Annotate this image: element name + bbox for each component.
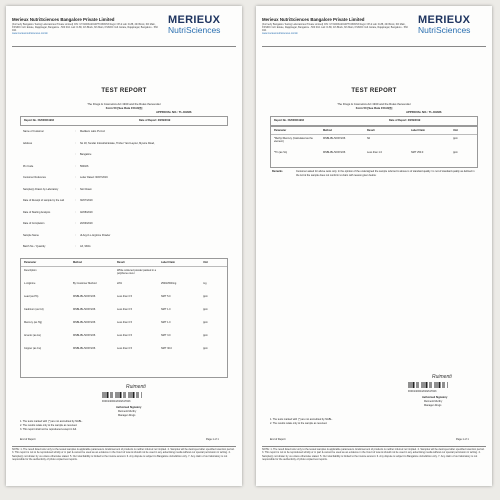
table-cell-param: *Tin (as Sn) bbox=[274, 151, 288, 154]
table-header-cell: Method bbox=[73, 261, 82, 264]
note-2: 2. The results relate only to the sample as received. bbox=[270, 422, 328, 425]
end-of-report: End of Report bbox=[20, 438, 36, 441]
table-cell-result: Less than 1.0 bbox=[367, 151, 383, 154]
header-rule bbox=[12, 46, 236, 47]
table-cell-param: Copper (as Cu) bbox=[24, 347, 42, 350]
table-cell-unit: ppm bbox=[203, 321, 208, 324]
table-cell-result: White coloured powder packed in a polythene cover bbox=[117, 269, 157, 275]
field-value: No 18, Sundar Industrial Estate, Timber Yard Layout, Mysore Road, bbox=[80, 141, 155, 145]
field-colon: : bbox=[75, 130, 76, 133]
field-label: Batch No. / Quantity bbox=[23, 245, 46, 248]
doc-code: F0001/2001/2019/117023 bbox=[408, 390, 437, 393]
logo-word: MERIEUX bbox=[418, 14, 471, 26]
note-2: 2. The results relate only to the sample as received. bbox=[20, 424, 78, 427]
table-cell-result: Less than 0.5 bbox=[117, 321, 133, 324]
field-value: 02/08/2019 bbox=[80, 210, 93, 214]
test-report-page-left bbox=[6, 6, 242, 486]
company-address-text: (Formerly Bangalore Testing Laboratories Private Limited) CIN: U73100KA2014PTC083153 Regd. Off & Lab: D-88, 4th Block, 6th Main, KSSIDC Indl. Estate, Rajajinagar, Bangalore - 560 044. Lab: D-89, 4th Block, 6th Main, KSSIDC Indl. Estate, Rajajinagar, Bangalore - 560 044. bbox=[262, 23, 408, 32]
report-date: Date of Report: 20/09/2019 bbox=[139, 119, 171, 122]
table-header-cell: Parameter bbox=[274, 129, 287, 132]
field-colon: : bbox=[75, 210, 76, 214]
header-rule bbox=[262, 46, 486, 47]
merieux-logo bbox=[168, 15, 238, 39]
doc-barcode bbox=[102, 392, 142, 398]
signer-role: Manager-Drugs bbox=[118, 414, 136, 417]
table-cell-result: Less than 0.5 bbox=[117, 347, 133, 350]
table-cell-unit: mg bbox=[203, 282, 207, 285]
field-colon: : bbox=[75, 233, 76, 237]
table-cell-claim: NMT 250.0 bbox=[411, 151, 424, 154]
field-value: A3, 930G bbox=[80, 245, 91, 248]
footer-note: NOTE: 1. The result listed refer only to the tested samples & applicable parameters. Endorsement of products is neither inferred nor implied. 2. Samples will be destroyed after specified retention period. 3. This report is not to be reproduced wholly or in part & cannot be used as an evidence in the Court of Law & should not be used in any advertising media without our special permission in writing. 4. Sample(s) not drawn by us unless otherwise stated. 5. Our total liability is limited to the invoice amount. 6. Any dispute is subject to Bangalore Jurisdiction only. 7. Any claim of our laboratory is not responsible for the authenticity of photo copied test reports. bbox=[262, 448, 485, 462]
footer-rule bbox=[262, 446, 486, 447]
table-cell-method: MNBL/BL/SOP/4/26 bbox=[73, 347, 96, 350]
page-number: Page 1 of 1 bbox=[456, 438, 469, 441]
table-cell-result: Less than 0.5 bbox=[117, 308, 133, 311]
field-colon: : bbox=[75, 141, 76, 145]
field-label: Name of Customer bbox=[23, 130, 44, 133]
act-line-2: Form 50 [See Rule 150-D(f)] bbox=[105, 106, 143, 110]
report-no: Report No.: B2000031902 bbox=[274, 119, 305, 122]
field-label: Address bbox=[23, 141, 33, 145]
results-table bbox=[270, 126, 478, 168]
table-cell-method: MNBL/BL/SOP/4/26 bbox=[73, 308, 96, 311]
field-label: Date of Receipt of sample by the Lab bbox=[23, 199, 65, 202]
table-cell-result: Less than 0.5 bbox=[117, 295, 133, 298]
logo-sub: NutriSciences bbox=[168, 25, 221, 35]
field-label: Customer Reference bbox=[23, 176, 47, 179]
company-address bbox=[262, 23, 412, 35]
table-cell-result: Nil bbox=[367, 137, 370, 140]
report-title: TEST REPORT bbox=[101, 88, 147, 94]
signer-role: Manager-Drugs bbox=[424, 404, 442, 407]
field-label: Date of Completion bbox=[23, 222, 45, 225]
table-cell-method: MNBL/BL/SOP/4/26 bbox=[323, 151, 346, 154]
table-header-cell: Parameter bbox=[24, 261, 37, 264]
company-address-text: (Formerly Bangalore Testing Laboratories Private Limited) CIN: U73100KA2014PTC083153 Regd. Off & Lab: D-88, 4th Block, 6th Main, KSSIDC Indl. Estate, Rajajinagar, Bangalore - 560 044. Lab: D-89, 4th Block, 6th Main, KSSIDC Indl. Estate, Rajajinagar, Bangalore - 560 044. bbox=[12, 23, 158, 32]
table-cell-unit: ppm bbox=[203, 295, 208, 298]
field-colon: : bbox=[75, 222, 76, 225]
table-cell-method: MNBL/BL/SOP/4/26 bbox=[73, 321, 96, 324]
company-address bbox=[12, 23, 162, 35]
table-cell-unit: ppm bbox=[203, 347, 208, 350]
table-cell-method: MNBL/BL/SOP/4/26 bbox=[323, 137, 346, 140]
test-report-page-right bbox=[256, 6, 492, 486]
field-value: 20/09/2019 bbox=[80, 222, 93, 225]
table-header-cell: Label Claim bbox=[411, 129, 426, 132]
signer-name: Ruimenti Murthy bbox=[118, 410, 137, 413]
note-3: 3. This report shall not be reproduced except in full. bbox=[20, 428, 77, 431]
table-header-cell: Unit bbox=[203, 261, 208, 264]
field-value: dl-Arg-6-L-Arginine Powder bbox=[80, 233, 111, 237]
note-1: 1. The tests marked with (*) are not accredited by NABL. bbox=[20, 420, 83, 423]
field-label: Sample(s) Drawn by Laboratory bbox=[23, 187, 59, 191]
table-cell-claim: NMT 1.0 bbox=[161, 321, 171, 324]
act-line-1: The Drugs & Cosmetics Act 1940 and the Rules thereunder bbox=[87, 102, 161, 106]
table-cell-param: Lead (as Pb) bbox=[24, 295, 39, 298]
signer-name: Ruimenti Murthy bbox=[424, 400, 443, 403]
footer-note: NOTE: 1. The result listed refer only to the tested samples & applicable parameters. Endorsement of products is neither inferred nor implied. 2. Samples will be destroyed after specified retention period. 3. This report is not to be reproduced wholly or in part & cannot be used as an evidence in the Court of Law & should not be used in any advertising media without our special permission in writing. 4. Sample(s) not drawn by us unless otherwise stated. 5. Our total liability is limited to the invoice amount. 6. Any dispute is subject to Bangalore Jurisdiction only. 7. Any claim of our laboratory is not responsible for the authenticity of photo copied test reports. bbox=[12, 448, 235, 462]
customer-fields bbox=[20, 128, 228, 256]
company-url: www.merieuxnutrisciences.com/in bbox=[262, 32, 298, 35]
table-header-cell: Method bbox=[323, 129, 332, 132]
company-name: Merieux NutriSciences Bangalore Private Limited bbox=[262, 17, 365, 22]
field-value: Letter Dated: 30/07/2019 bbox=[80, 176, 108, 179]
field-value: 30/07/2019 bbox=[80, 199, 93, 202]
logo-word: MERIEUX bbox=[168, 14, 221, 26]
field-colon: : bbox=[75, 199, 76, 202]
page-number: Page 1 of 1 bbox=[206, 438, 219, 441]
table-header-cell: Result bbox=[367, 129, 375, 132]
note-1: 1. The tests marked with (*) are not accredited by NABL. bbox=[270, 418, 333, 421]
table-header-rule bbox=[21, 266, 227, 267]
table-cell-claim: NMT 1.0 bbox=[161, 308, 171, 311]
table-cell-method: By Customer Method bbox=[73, 282, 97, 285]
signature-scribble: Ruimenti bbox=[126, 384, 146, 390]
remarks-label: Remarks bbox=[272, 170, 283, 173]
table-cell-claim: NMT 3.0 bbox=[161, 334, 171, 337]
table-cell-param: *Methyl Mercury (Calculated as the element) bbox=[274, 137, 313, 143]
signature-scribble: Ruimenti bbox=[432, 374, 452, 380]
field-label: Sample Name bbox=[23, 233, 39, 237]
logo-sub: NutriSciences bbox=[418, 25, 471, 35]
table-cell-claim: 2500/2500mg bbox=[161, 282, 177, 285]
table-cell-param: Cadmium (as Cd) bbox=[24, 308, 44, 311]
company-name: Merieux NutriSciences Bangalore Private Limited bbox=[12, 17, 115, 22]
table-cell-unit: ppm bbox=[203, 334, 208, 337]
table-cell-result: 22% bbox=[117, 282, 123, 285]
doc-code: F0001/2001/2019/117023 bbox=[102, 400, 131, 403]
approval-no: APPROVAL NO.: TL-KGMS bbox=[406, 110, 442, 114]
act-line-1: The Drugs & Cosmetics Act 1940 and the Rules thereunder bbox=[337, 102, 411, 106]
report-no-bar bbox=[20, 116, 228, 126]
field-value: Not Drawn bbox=[80, 187, 92, 191]
merieux-logo bbox=[418, 15, 488, 39]
field-colon: : bbox=[75, 245, 76, 248]
table-header-cell: Label Claim bbox=[161, 261, 176, 264]
table-cell-param: Mercury (as Hg) bbox=[24, 321, 42, 324]
table-cell-param: L-Arginine bbox=[24, 282, 36, 285]
table-cell-unit: ppm bbox=[203, 308, 208, 311]
field-value: Medikem Labs Pvt Ltd bbox=[80, 130, 105, 133]
table-cell-claim: NMT 5.0 bbox=[161, 295, 171, 298]
report-date: Date of Report: 20/09/2019 bbox=[389, 119, 421, 122]
field-value: 560026 bbox=[80, 164, 89, 168]
table-cell-param: Description bbox=[24, 269, 37, 272]
results-table bbox=[20, 258, 228, 378]
table-cell-param: Arsenic (as As) bbox=[24, 334, 41, 337]
report-no-bar bbox=[270, 116, 478, 126]
table-cell-claim: NMT 30.0 bbox=[161, 347, 172, 350]
field-label: Date of Starting Analysis bbox=[23, 210, 51, 214]
table-header-cell: Result bbox=[117, 261, 125, 264]
company-url: www.merieuxnutrisciences.com/in bbox=[12, 32, 48, 35]
authorised-signatory: Authorised Signatory bbox=[116, 406, 142, 409]
table-cell-result: Less than 0.5 bbox=[117, 334, 133, 337]
doc-barcode bbox=[408, 382, 448, 388]
act-line-2: Form 50 [See Rule 150-D(f)] bbox=[355, 106, 393, 110]
field-colon: : bbox=[75, 153, 76, 156]
field-value: Bangalore bbox=[80, 153, 92, 156]
table-cell-unit: ppm bbox=[453, 151, 458, 154]
table-cell-unit: ppm bbox=[453, 137, 458, 140]
table-cell-method: MNBL/BL/SOP/4/26 bbox=[73, 334, 96, 337]
field-label: Pin Code bbox=[23, 164, 34, 168]
field-colon: : bbox=[75, 164, 76, 168]
footer-rule bbox=[12, 446, 236, 447]
table-header-rule bbox=[271, 134, 477, 135]
field-colon: : bbox=[75, 176, 76, 179]
remarks-text: Customer asked for above tests only. In the opinion of the undersigned the sample referred to above is of standard quality / is not of standard quality as defined in the Act & the sample does not conform to claim with reason given below: bbox=[296, 170, 475, 177]
report-title: TEST REPORT bbox=[351, 88, 397, 94]
table-header-cell: Unit bbox=[453, 129, 458, 132]
field-colon: : bbox=[75, 187, 76, 191]
approval-no: APPROVAL NO.: TL-KGMS bbox=[156, 110, 192, 114]
end-of-report: End of Report bbox=[270, 438, 286, 441]
authorised-signatory: Authorised Signatory bbox=[422, 396, 448, 399]
table-cell-method: MNBL/BL/SOP/4/26 bbox=[73, 295, 96, 298]
report-no: Report No.: B2000031902 bbox=[24, 119, 55, 122]
